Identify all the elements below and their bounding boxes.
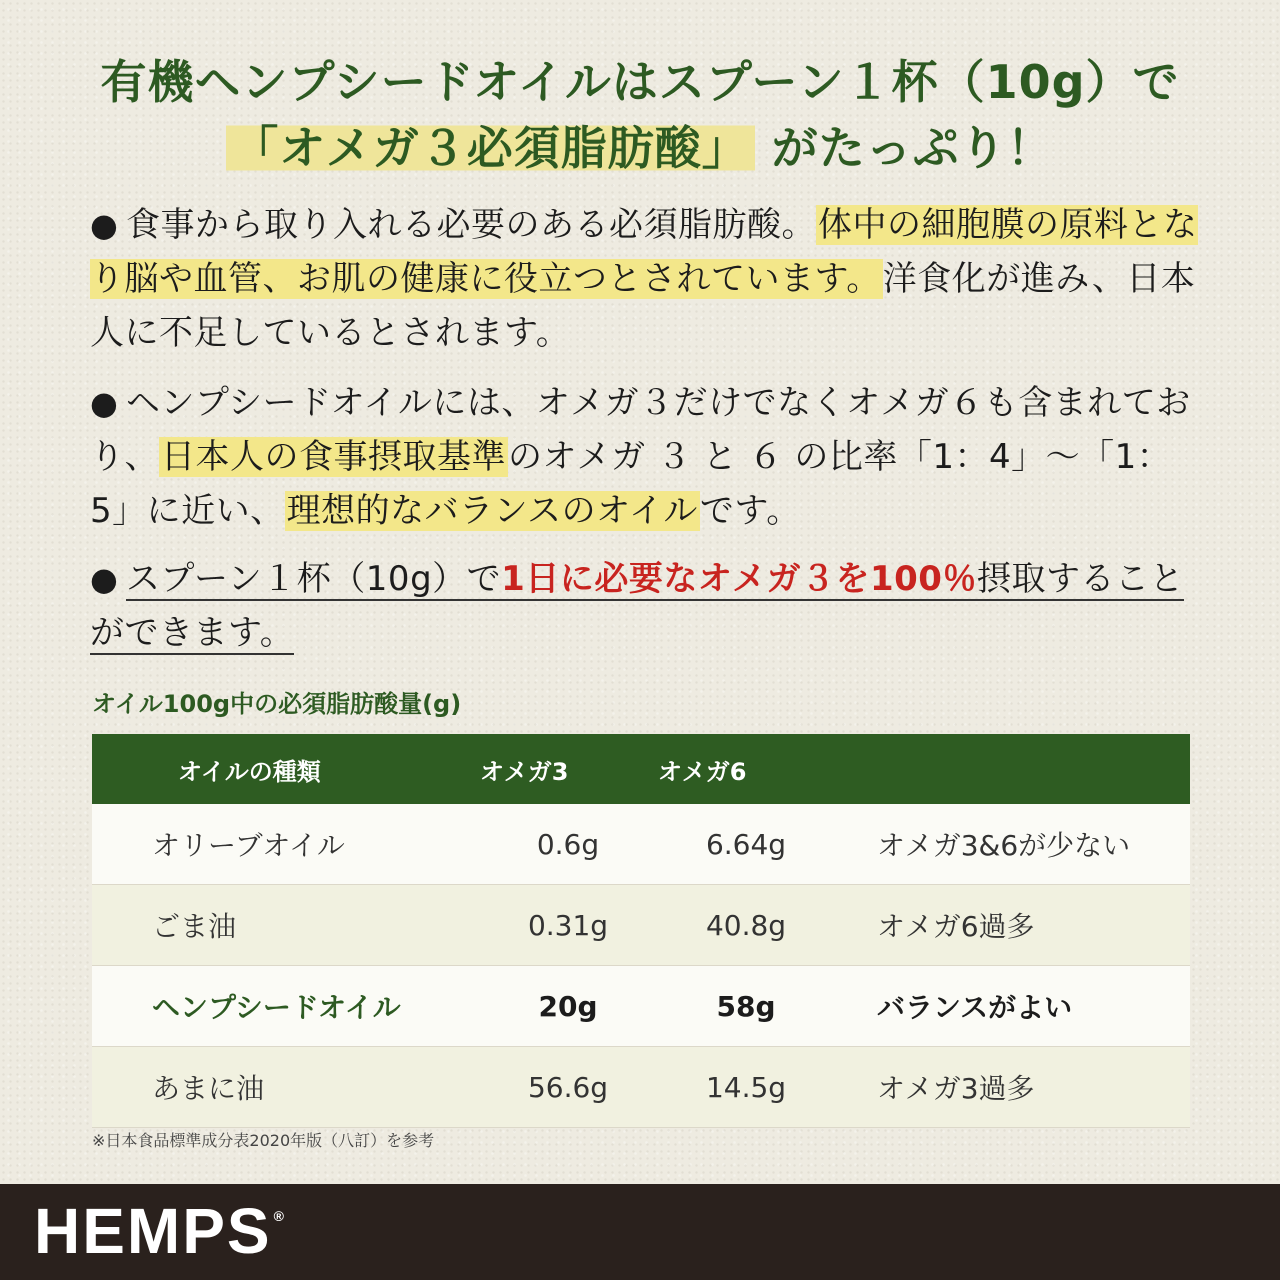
table-header-row	[92, 734, 1190, 804]
balance-note: バランスがよい	[835, 966, 1190, 1047]
p2-text-c: です。	[699, 491, 801, 531]
col-header-omega3: オメガ3	[479, 734, 657, 804]
brand-logo	[34, 1194, 286, 1268]
p1-text-a: 食事から取り入れる必要のある必須脂肪酸。	[126, 205, 816, 245]
p1-text-b: 洋食化が進み、日本人に不足しているとされます。	[90, 259, 1196, 353]
balance-note: オメガ6過多	[835, 885, 1190, 966]
p3-red-emphasis: 1日に必要なオメガ３を100％	[501, 559, 977, 599]
col-header-oil-type: オイルの種類	[92, 734, 479, 804]
table-row	[92, 804, 1190, 885]
bullet-paragraph-3	[90, 552, 1200, 660]
p1-highlight: 体中の細胞膜の原料となり脳や血管、お肌の健康に役立つとされています。	[90, 205, 1198, 299]
fatty-acid-table	[92, 734, 1190, 1128]
brand-name: HEMPS	[34, 1195, 272, 1267]
footer-bar	[0, 1184, 1280, 1280]
col-header-note	[835, 734, 1190, 804]
bullet-icon: ●	[90, 384, 119, 422]
table-row	[92, 966, 1190, 1047]
p3-text-a: スプーン１杯（10g）で	[126, 559, 502, 599]
p3-underlined	[90, 559, 1184, 655]
omega3-value: 56.6g	[479, 1047, 657, 1128]
table-title: オイル100g中の必須脂肪酸量(g)	[92, 690, 462, 718]
bullet-icon: ●	[90, 560, 119, 598]
p2-text-a: ヘンプシードオイルには、オメガ３だけでなくオメガ６も含まれており、	[90, 383, 1191, 477]
balance-note: オメガ3過多	[835, 1047, 1190, 1128]
p3-text-b: 摂取することができます。	[90, 559, 1184, 653]
bullet-paragraph-2	[90, 376, 1200, 538]
bullet-icon: ●	[90, 206, 119, 244]
table-row	[92, 1047, 1190, 1128]
p2-highlight-1: 日本人の食事摂取基準	[161, 437, 506, 477]
omega3-value: 20g	[479, 966, 657, 1047]
table-row	[92, 885, 1190, 966]
oil-name: オリーブオイル	[92, 804, 479, 885]
headline-line-1: 有機ヘンプシードオイルはスプーン１杯（10g）で	[100, 55, 1180, 109]
col-header-omega6: オメガ6	[657, 734, 835, 804]
oil-name: ごま油	[92, 885, 479, 966]
p2-text-b: のオメガ ３ と ６ の比率「1：4」〜「1：5」に近い、	[90, 437, 1172, 531]
omega3-value: 0.6g	[479, 804, 657, 885]
p2-highlight-2: 理想的なバランスのオイル	[286, 491, 698, 531]
omega6-value: 14.5g	[657, 1047, 835, 1128]
headline-rest: がたっぷり！	[771, 121, 1054, 175]
oil-name: ヘンプシードオイル	[92, 966, 479, 1047]
footnote: ※日本食品標準成分表2020年版（八訂）を参考	[92, 1131, 435, 1150]
omega6-value: 58g	[657, 966, 835, 1047]
balance-note: オメガ3&6が少ない	[835, 804, 1190, 885]
registered-mark: ®	[273, 1208, 286, 1224]
omega6-value: 6.64g	[657, 804, 835, 885]
omega6-value: 40.8g	[657, 885, 835, 966]
omega3-value: 0.31g	[479, 885, 657, 966]
headline-highlight: 「オメガ３必須脂肪酸」	[226, 121, 755, 175]
headline-line-2	[0, 112, 1280, 178]
bullet-paragraph-1	[90, 198, 1200, 360]
oil-name: あまに油	[92, 1047, 479, 1128]
